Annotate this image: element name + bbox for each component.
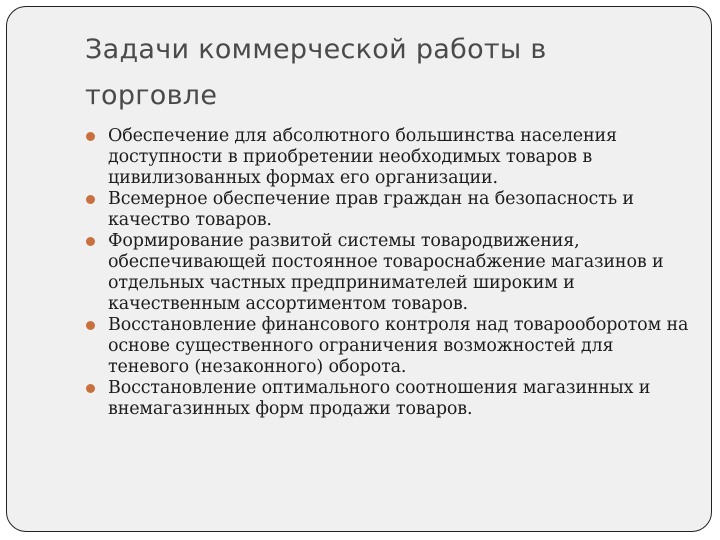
slide-title: Задачи коммерческой работы в торговле	[85, 34, 547, 111]
list-item	[85, 315, 695, 378]
bullet-dot-icon	[86, 237, 95, 246]
bullet-dot-icon	[86, 195, 95, 204]
bullet-dot-icon	[86, 321, 95, 330]
list-item	[85, 231, 695, 315]
bullet-text: Восстановление финансового контроля над товарооборотом на основе существенного ограничения возможностей для теневого (незаконного) оборота.	[108, 315, 689, 377]
bullet-text: Всемерное обеспечение прав граждан на безопасность и качество товаров.	[108, 189, 634, 230]
list-item	[85, 126, 695, 189]
bullet-text: Обеспечение для абсолютного большинства населения доступности в приобретении необходимых товаров в цивилизованных формах его организации.	[108, 126, 617, 188]
bullet-text: Формирование развитой системы товародвижения, обеспечивающей постоянное товароснабжение магазинов и отдельных частных предпринимателей широким и качественным ассортиментом товаров.	[108, 231, 664, 314]
list-item	[85, 378, 695, 420]
slide-frame	[6, 6, 712, 532]
bullet-text: Восстановление оптимального соотношения магазинных и внемагазинных форм продажи товаров.	[108, 378, 651, 419]
bullet-list	[85, 126, 695, 420]
bullet-dot-icon	[86, 384, 95, 393]
list-item	[85, 189, 695, 231]
bullet-dot-icon	[86, 132, 95, 141]
